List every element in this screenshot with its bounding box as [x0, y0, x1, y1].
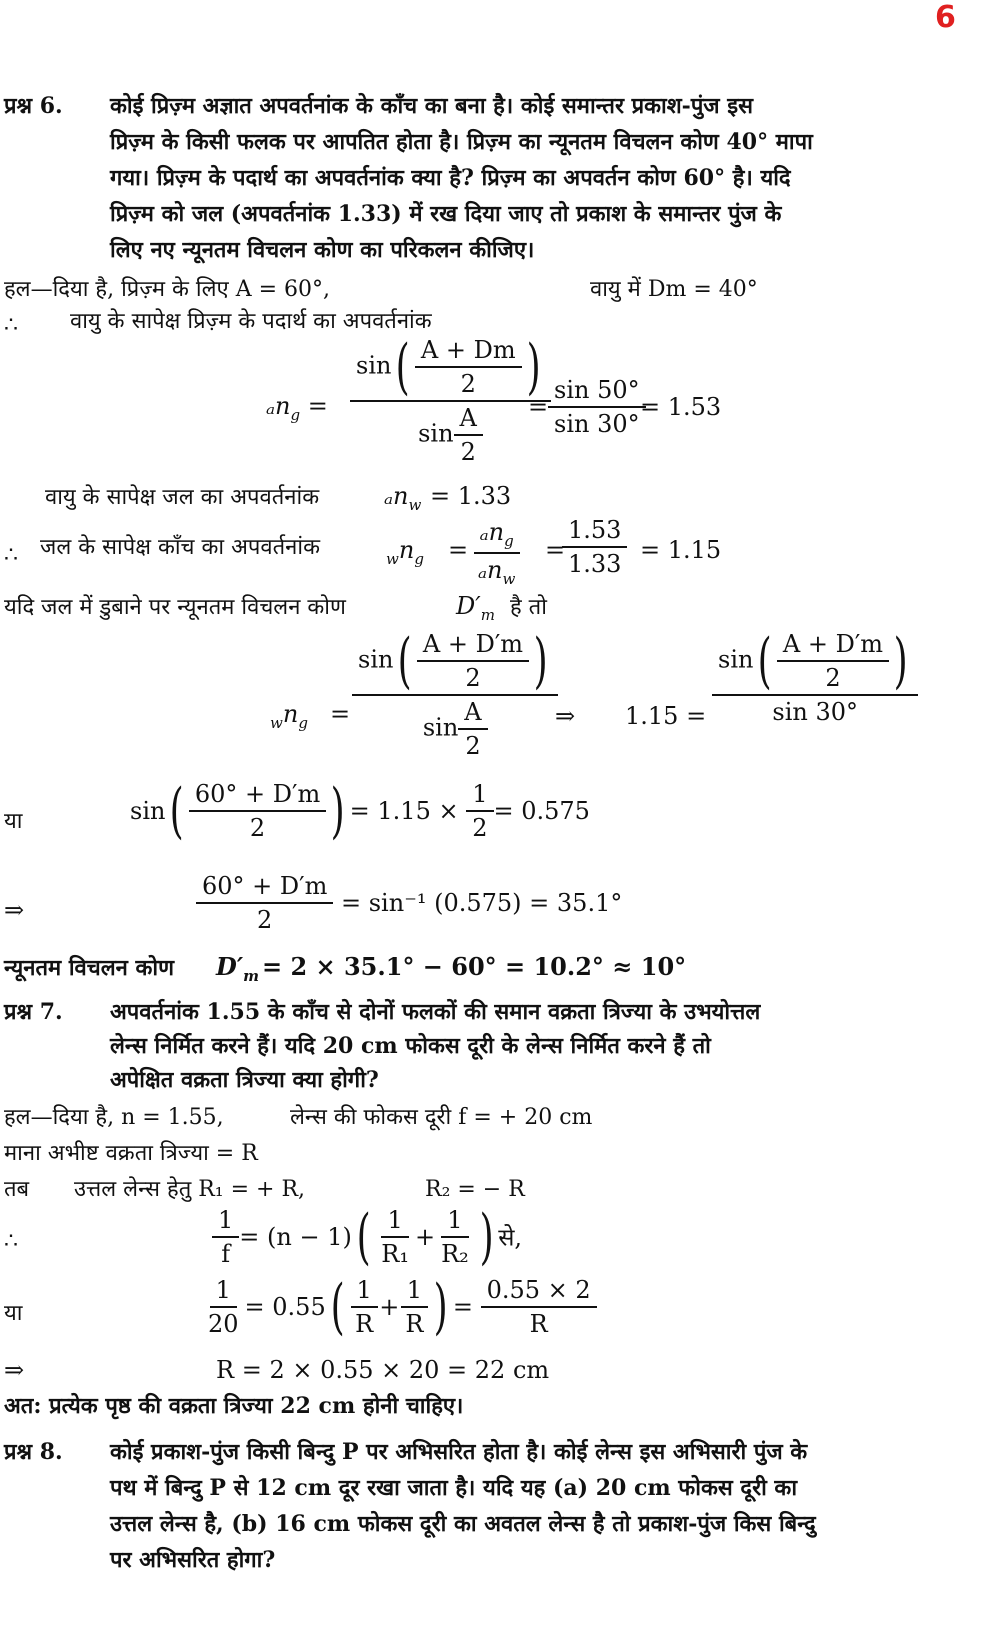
e2-num: 1 [210, 1276, 237, 1308]
eq1-den-sin: sin [418, 419, 454, 448]
solution-6-line-3-frac2 [562, 516, 627, 578]
equation-1-lhs: ₐn$_g$ = [266, 392, 328, 424]
eq1-two: 2 [460, 370, 476, 398]
question-6-line-5: लिए नए न्यूनतम विचलन कोण का परिकलन कीजिए। [110, 237, 535, 263]
implies-arrow-2: ⇒ [4, 896, 25, 924]
solution-6-line-2: वायु के सापेक्ष जल का अपवर्तनांक [45, 485, 320, 510]
solution-7-assume: माना अभीष्ट वक्रता त्रिज्या = R [4, 1141, 258, 1166]
lm-r1-den: R₁ [381, 1240, 409, 1268]
eq4-two: 2 [257, 906, 273, 934]
solution-6-given-air: वायु में Dm = 40° [590, 277, 758, 302]
solution-7-conclusion: अत: प्रत्येक पृष्ठ की वक्रता त्रिज्या 22 cm होनी चाहिए। [4, 1393, 464, 1419]
solution-6-line-1: वायु के सापेक्ष प्रिज़्म के पदार्थ का अपवर्तनांक [70, 309, 432, 334]
eq2-two: 2 [465, 664, 481, 692]
equation-2-fraction: sin( $\frac{A + D'm}{2}$ ) sin $\frac{A}{2}$ [352, 630, 558, 760]
equation-2b-lhs: 1.15 = [625, 702, 707, 730]
question-7-line-2: लेन्स निर्मित करने हैं। यदि 20 cm फोकस दूरी के लेन्स निर्मित करने हैं तो [110, 1033, 711, 1059]
question-7-line-1: अपवर्तनांक 1.55 के काँच से दोनों फलकों की समान वक्रता त्रिज्या के उभयोत्तल [110, 999, 761, 1025]
eq1-den-a: A [454, 404, 483, 436]
lm-r2-den: R₂ [441, 1240, 469, 1268]
eq2-den-sin: sin [422, 713, 459, 742]
question-6-line-4: प्रिज़्म को जल (अपवर्तनांक 1.33) में रख दिया जाए तो प्रकाश के समान्तर पुंज के [110, 201, 782, 227]
e2-a-den: R [355, 1310, 374, 1338]
eq2-sin: sin [358, 645, 394, 674]
solution-6-line-3-frac1: $\frac{_an_g}{_an_w}$ [472, 518, 521, 588]
eq2b-sin: sin [718, 645, 754, 674]
solution-6-line-3-eq2: = [545, 536, 566, 564]
solution-6-line-3-lhs: $_wn_g$ [386, 536, 424, 568]
equation-7-2: $\frac{1}{20}$ = 0.55( $\frac{1}{R}$ + $\frac{1}{R}$ ) = $\frac{0.55 \times 2}{R}$ [202, 1276, 597, 1338]
e2-den: 20 [208, 1310, 239, 1338]
eq4-num: 60° + D′m [196, 872, 333, 904]
lm-num: 1 [212, 1206, 239, 1238]
lm-r2-num: 1 [441, 1206, 468, 1238]
eq1-sin: sin [356, 351, 392, 380]
eq3-two: 2 [249, 814, 266, 842]
equation-1-ratio [548, 376, 646, 438]
eq2b-two: 2 [825, 664, 841, 692]
solution-7-then: तब [4, 1177, 30, 1202]
equation-2-lhs: = [330, 700, 351, 728]
e2-res-num: 0.55 × 2 [481, 1276, 597, 1308]
solution-6-line-4-symbol: $D'_m$ [456, 592, 495, 624]
eq1-ratio-num: sin 50° [548, 376, 646, 408]
solution-6-line-4: यदि जल में डुबाने पर न्यूनतम विचलन कोण [4, 595, 346, 620]
final-label: न्यूनतम विचलन कोण [4, 955, 175, 981]
question-7-line-3: अपेक्षित वक्रता त्रिज्या क्या होगी? [110, 1067, 379, 1093]
e2-mid: = 0.55 [244, 1293, 326, 1321]
solution-6-line-3-eq: = [448, 536, 469, 564]
solution-7-then-text: उत्तल लेन्स हेतु R₁ = + R, [74, 1177, 306, 1202]
question-6-line-2: प्रिज़्म के किसी फलक पर आपतित होता है। प्रिज़्म का न्यूनतम विचलन कोण 40° मापा [110, 129, 813, 155]
eq2b-num: A + D′m [777, 630, 889, 662]
eq2-den-two: 2 [465, 732, 481, 760]
question-8-label: प्रश्न 8. [4, 1439, 63, 1465]
eq3-rhs: = 1.15 × [349, 797, 459, 825]
therefore-symbol-3: ∴ [4, 1229, 18, 1254]
equation-1-result: = 1.53 [640, 393, 722, 421]
implies-arrow-3: ⇒ [4, 1356, 25, 1384]
solution-6-given: हल—दिया है, प्रिज़्म के लिए A = 60°, [4, 277, 331, 302]
lm-den: f [221, 1240, 231, 1268]
final-symbol: $D'_m$ [216, 952, 260, 985]
question-8-line-4: पर अभिसरित होगा? [110, 1547, 276, 1573]
solution-6-line-3: जल के सापेक्ष काँच का अपवर्तनांक [40, 535, 320, 560]
question-6-label: प्रश्न 6. [4, 93, 63, 119]
solution-6-line-2-symbol: ₐn$_w$ [384, 482, 422, 514]
e2-b-den: R [405, 1310, 424, 1338]
question-6-line-3: गया। प्रिज़्म के पदार्थ का अपवर्तनांक क्या है? प्रिज़्म का अपवर्तन कोण 60° है। यदि [110, 165, 791, 191]
e2-res-den: R [529, 1310, 548, 1338]
eq3-result: = 0.575 [493, 797, 590, 825]
equation-1-eq: = [528, 393, 549, 421]
equation-4 [196, 872, 622, 934]
equation-1-fraction: sin( $\frac{A + Dm}{2}$ ) sin $\frac{A}{2}$ [350, 336, 551, 466]
solution-7-given: हल—दिया है, n = 1.55, [4, 1105, 224, 1130]
solution-7-result: R = 2 × 0.55 × 20 = 22 cm [216, 1356, 550, 1384]
equation-2b-fraction: sin( $\frac{A + D'm}{2}$ ) sin 30° [712, 630, 918, 726]
eq1-ratio-den: sin 30° [554, 410, 640, 438]
e2-plus: + [379, 1293, 400, 1321]
solution-6-line-2-value: = 1.33 [430, 482, 512, 510]
e2-a-num: 1 [351, 1276, 378, 1308]
question-7-label: प्रश्न 7. [4, 999, 63, 1025]
question-6-line-1: कोई प्रिज़्म अज्ञात अपवर्तनांक के काँच का बना है। कोई समान्तर प्रकाश-पुंज इस [110, 93, 753, 119]
question-8-line-2: पथ में बिन्दु P से 12 cm दूर रखा जाता है। यदि यह (a) 20 cm फोकस दूरी का [110, 1475, 798, 1501]
therefore-symbol-2: ∴ [4, 543, 18, 568]
solution-7-given-f: लेन्स की फोकस दूरी f = + 20 cm [290, 1105, 593, 1130]
line3-den: 1.33 [568, 550, 622, 578]
implies-arrow-1: ⇒ [555, 702, 576, 730]
eq2b-den: sin 30° [772, 698, 859, 726]
page-number: 6 [935, 0, 956, 35]
eq3-half-den: 2 [472, 814, 488, 842]
ya-label-2: या [4, 1301, 23, 1326]
solution-6-line-4-end: है तो [510, 595, 547, 620]
equation-2-lhs-symbol: $_wn_g$ [270, 700, 308, 732]
e2-eq: = [452, 1293, 473, 1321]
eq3-num: 60° + D′m [189, 780, 326, 812]
question-8-line-1: कोई प्रकाश-पुंज किसी बिन्दु P पर अभिसरित होता है। कोई लेन्स इस अभिसारी पुंज के [110, 1439, 808, 1465]
therefore-symbol: ∴ [4, 313, 18, 338]
eq4-rhs: = sin⁻¹ (0.575) = 35.1° [341, 889, 623, 917]
eq1-num: A + Dm [415, 336, 522, 368]
eq2-num: A + D′m [417, 630, 529, 662]
lm-plus: + [414, 1223, 436, 1251]
eq1-den-two: 2 [460, 438, 476, 466]
lm-r1-num: 1 [381, 1206, 408, 1238]
equation-3: sin( $\frac{60^\circ + D'm}{2}$ ) = 1.15 × $\frac{1}{2}$ = 0.575 [130, 776, 590, 846]
eq2-den-a: A [458, 698, 487, 730]
lensmaker-equation: $\frac{1}{f}$ = (n − 1)( $\frac{1}{\text{R₁}}$ + $\frac{1}{\text{R₂}}$ ) से, [212, 1206, 522, 1268]
eq3-sin: sin [130, 797, 166, 825]
solution-6-line-3-result: = 1.15 [640, 536, 722, 564]
final-equation: = 2 × 35.1° − 60° = 10.2° ≈ 10° [262, 952, 687, 981]
solution-7-then-r2: R₂ = − R [425, 1177, 525, 1202]
ya-label-1: या [4, 809, 23, 834]
line3-num: 1.53 [562, 516, 627, 548]
eq3-half-num: 1 [466, 780, 493, 812]
e2-b-num: 1 [401, 1276, 428, 1308]
question-8-line-3: उत्तल लेन्स है, (b) 16 cm फोकस दूरी का अवतल लेन्स है तो प्रकाश-पुंज किस बिन्दु [110, 1511, 816, 1537]
lm-mid: = (n − 1) [239, 1223, 352, 1251]
lm-end: से, [498, 1223, 523, 1252]
